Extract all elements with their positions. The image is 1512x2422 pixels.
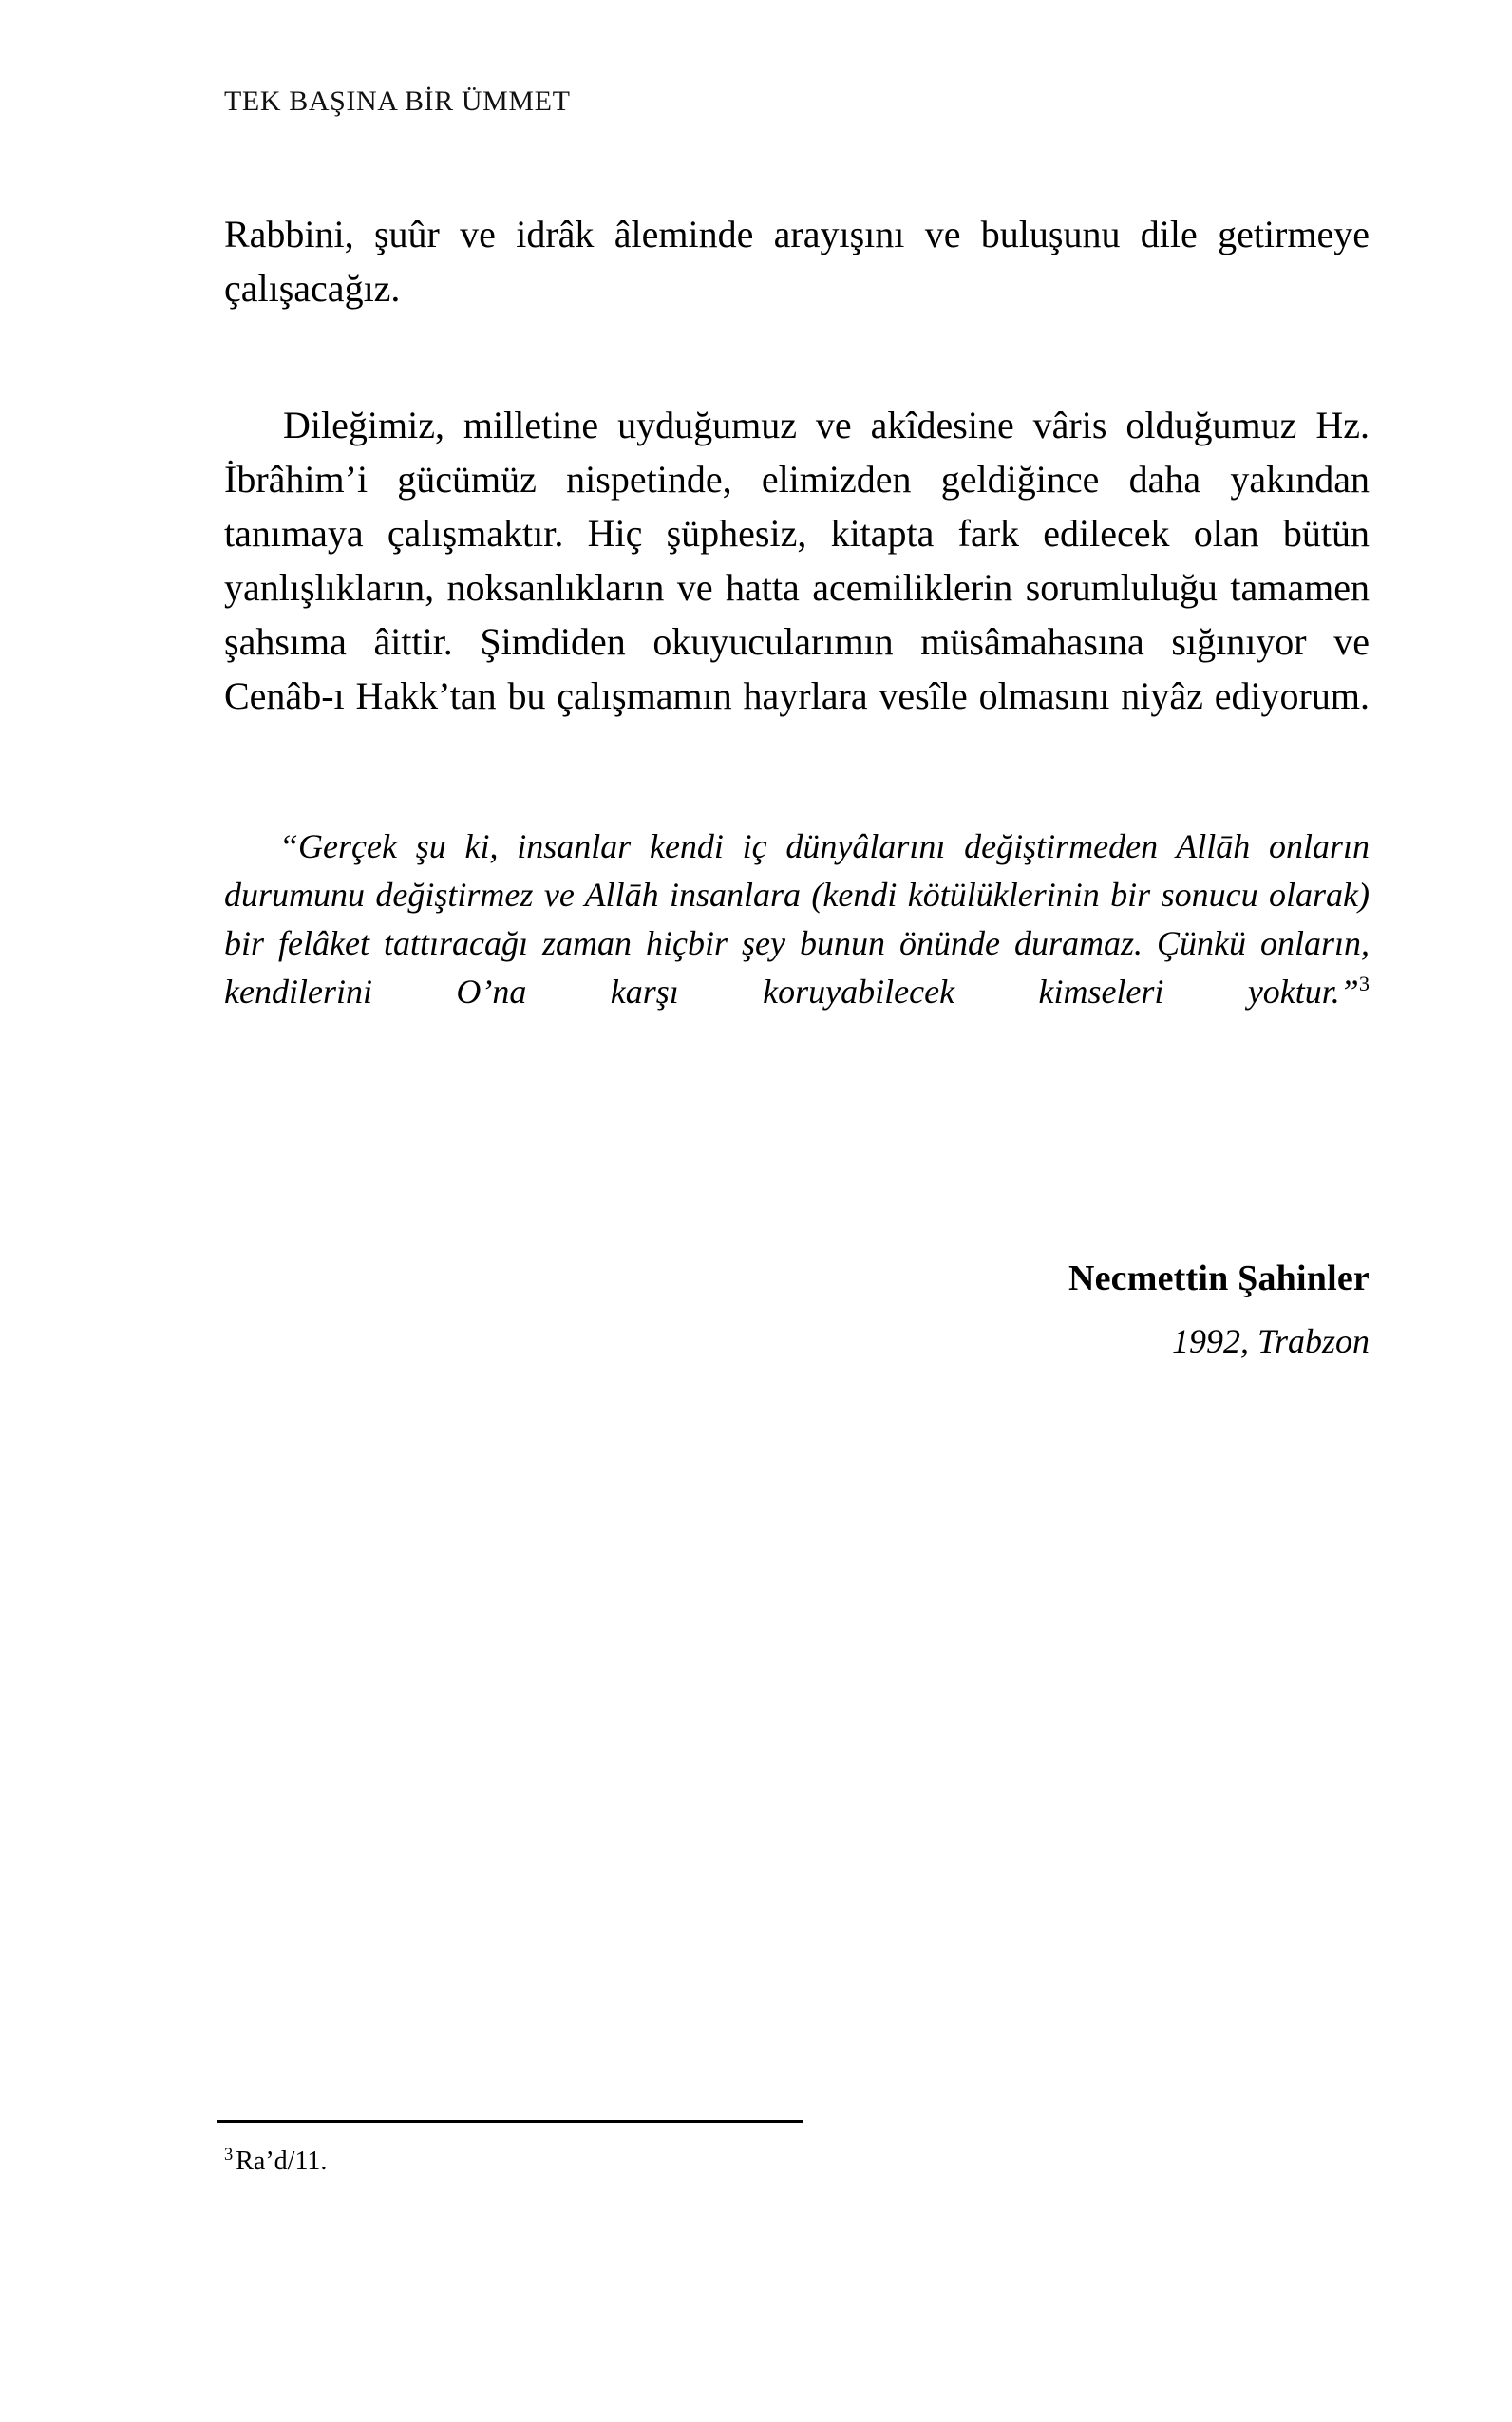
quotation-block <box>224 823 1370 1065</box>
footnote-item <box>224 2144 1370 2180</box>
footnote-reference-marker[interactable]: 3 <box>1358 972 1370 995</box>
footnote-area <box>217 2120 1370 2180</box>
body-paragraph-2: Dileğimiz, milletine uyduğumuz ve akîdesine vâris olduğumuz Hz. İbrâhim’i gücümüz nispetinde, elimizden geldiğince daha yakından tanımaya çalışmaktır. Hiç şüphesiz, kitapta fark edilecek olan bütün yanlışlıkların, noksanlıkların ve hatta acemiliklerin sorumluluğu tamamen şahsıma âittir. Şimdiden okuyucularımın müsâmahasına sığınıyor ve Cenâb-ı Hakk’tan bu çalışmamın hayrlara vesîle olmasını niyâz ediyorum. <box>224 404 1370 717</box>
footnote-number: 3 <box>224 2144 234 2164</box>
body-paragraph-1: Rabbini, şuûr ve idrâk âleminde arayışını ve buluşunu dile getirmeye çalışacağız. <box>224 213 1370 310</box>
signature-place-year: 1992, Trabzon <box>1171 1322 1370 1360</box>
footnote-separator-rule <box>217 2120 803 2123</box>
author-name: Necmettin Şahinler <box>1068 1258 1370 1298</box>
signature-block <box>224 1254 1370 1364</box>
footnote-text: Ra’d/11. <box>236 2147 328 2176</box>
main-text-column <box>224 207 1370 1065</box>
running-header: TEK BAŞINA BİR ÜMMET <box>224 85 571 117</box>
quotation-text: “Gerçek şu ki, insanlar kendi iç dünyâlarını değiştirmeden Allāh onların durumunu değiştirmez ve Allāh insanlara (kendi kötülüklerinin bir sonucu olarak) bir felâket tattıracağı zaman hiçbir şey bunun önünde duramaz. Çünkü onların, kendilerini O’na karşı koruyabilecek kimseleri yoktur.” <box>224 827 1370 1011</box>
